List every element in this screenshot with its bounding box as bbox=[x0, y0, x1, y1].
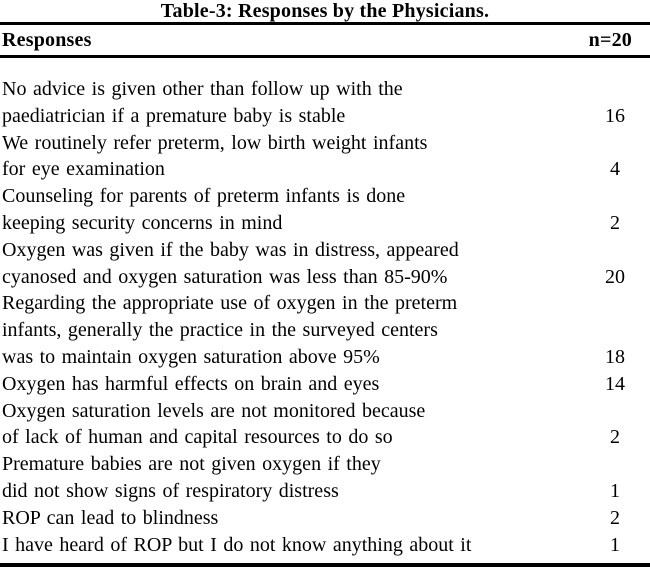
response-count: 2 bbox=[610, 426, 620, 449]
response-count: 14 bbox=[605, 372, 625, 395]
table-row bbox=[0, 237, 650, 291]
column-header-responses: Responses bbox=[2, 29, 92, 51]
table-body bbox=[0, 58, 650, 558]
response-text: Oxygen saturation levels are not monitored because of lack of human and capital resources to do so bbox=[2, 399, 426, 449]
table-row bbox=[0, 505, 650, 532]
response-text: ROP can lead to blindness bbox=[2, 506, 219, 529]
table-header-row bbox=[0, 25, 650, 55]
table-row bbox=[0, 76, 650, 130]
response-count: 2 bbox=[610, 211, 620, 234]
response-count: 1 bbox=[610, 533, 620, 556]
response-count: 20 bbox=[605, 265, 625, 288]
table-title: Table-3: Responses by the Physicians. bbox=[160, 0, 490, 22]
response-text: Counseling for parents of preterm infants is done keeping security concerns in mind bbox=[2, 185, 406, 234]
table-row bbox=[0, 371, 650, 398]
bottom-rule bbox=[0, 563, 650, 567]
table-row bbox=[0, 532, 650, 559]
table-row bbox=[0, 290, 650, 370]
response-count: 1 bbox=[610, 479, 620, 502]
response-text: Premature babies are not given oxygen if they did not show signs of respiratory distress bbox=[2, 453, 381, 502]
response-count: 16 bbox=[605, 104, 625, 127]
table-row bbox=[0, 398, 650, 452]
response-count: 18 bbox=[605, 345, 625, 368]
response-text: We routinely refer preterm, low birth weight infants for eye examination bbox=[2, 131, 428, 181]
response-count: 4 bbox=[610, 158, 620, 181]
column-header-n: n=20 bbox=[588, 29, 632, 51]
table-row bbox=[0, 183, 650, 237]
response-text: I have heard of ROP but I do not know anything about it bbox=[2, 533, 472, 556]
response-text: Oxygen was given if the baby was in distress, appeared cyanosed and oxygen saturation was less than 85-90% bbox=[2, 238, 459, 288]
response-count: 2 bbox=[610, 506, 620, 529]
response-text: Regarding the appropriate use of oxygen in the preterm infants, generally the practice in the surveyed centers was to maintain oxygen saturation above 95% bbox=[2, 292, 458, 368]
table-row bbox=[0, 451, 650, 505]
response-text: Oxygen has harmful effects on brain and eyes bbox=[2, 372, 380, 395]
response-text: No advice is given other than follow up with the paediatrician if a premature baby is stable bbox=[2, 78, 403, 127]
table-row bbox=[0, 130, 650, 184]
